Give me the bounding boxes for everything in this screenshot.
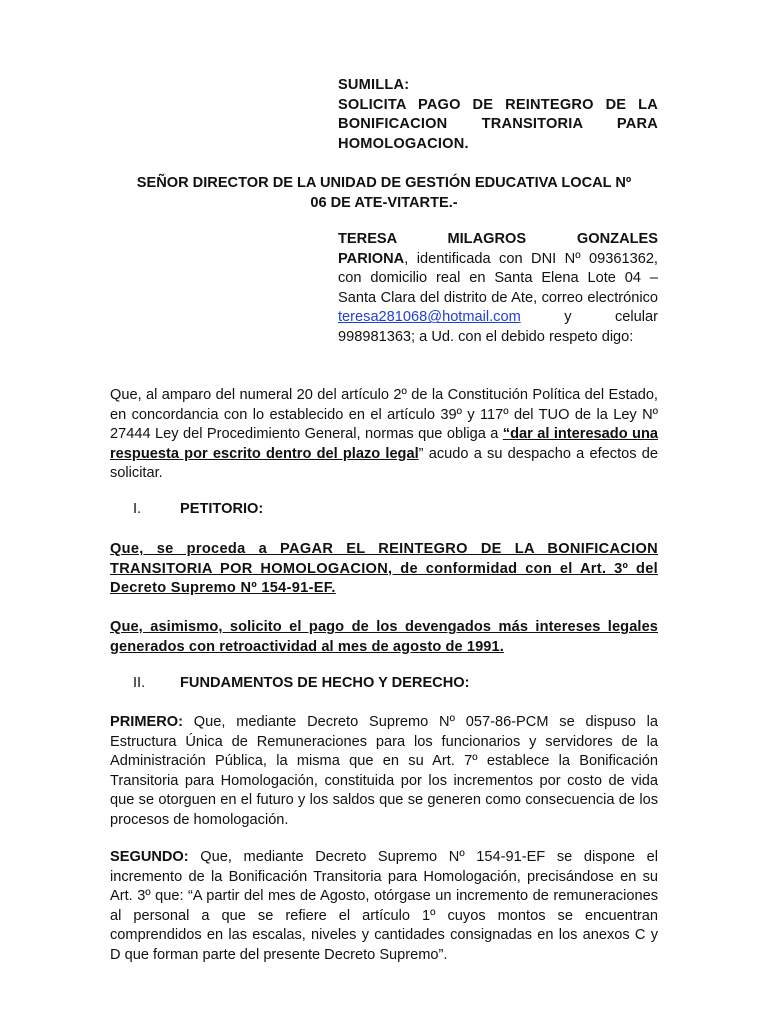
petitorio-item-2: Que, asimismo, solicito el pago de los devengados más intereses legales generados con retroactividad al mes de agosto de 1991. xyxy=(110,619,658,655)
primero-label: PRIMERO: xyxy=(110,714,183,730)
petitioner-block xyxy=(338,230,658,348)
section-1-number: I. xyxy=(133,501,142,517)
petitioner-details xyxy=(338,250,658,348)
primero-text: Que, mediante Decreto Supremo Nº 057-86-PCM se dispuso la Estructura Única de Remuneraciones para los funcionarios y servidores de la Administración Pública, la misma que en su Art. 7º establece la Bonificación Transitoria para Homologación, constituida por los incrementos por costo de vida que se otorguen en el futuro y los saldos que se generen como consecuencia de los procesos de homologación. xyxy=(110,714,658,828)
segundo-paragraph xyxy=(110,848,658,966)
intro-text-b: ” acudo a su despacho a efectos de solicitar. xyxy=(110,445,658,482)
petitioner-text-a: , identificada con DNI Nº 09361362, con domicilio real en Santa Elena Lote 04 – Santa Clara del distrito de Ate, correo electrónico xyxy=(338,250,658,306)
petitioner-name-line-2: PARIONA xyxy=(338,250,405,267)
addressee-line-1: SEÑOR DIRECTOR DE LA UNIDAD DE GESTIÓN EDUCATIVA LOCAL Nº xyxy=(136,175,632,191)
intro-text-a: Que, al amparo del numeral 20 del artículo 2º de la Constitución Política del Estado, en concordancia con lo establecido en el artículo 39º y 117º del TUO de la Ley Nº 27444 Ley del Procedimiento General, normas que obliga a xyxy=(110,387,658,443)
addressee-block xyxy=(110,174,658,213)
addressee-line-2: 06 DE ATE-VITARTE.- xyxy=(310,194,458,211)
sumilla-block xyxy=(338,76,658,154)
petitioner-name-line-1: TERESA MILAGROS GONZALES xyxy=(338,231,658,247)
petitioner-text-b: y celular 998981363; a Ud. con el debido respeto digo: xyxy=(338,309,658,345)
primero-paragraph xyxy=(110,713,658,831)
section-2-title: FUNDAMENTOS DE HECHO Y DERECHO: xyxy=(180,675,470,691)
email-link[interactable]: teresa281068@hotmail.com xyxy=(338,309,521,326)
sumilla-label: SUMILLA: xyxy=(338,77,410,93)
intro-paragraph xyxy=(110,386,658,484)
petitorio-item-1: Que, se proceda a PAGAR EL REINTEGRO DE LA BONIFICACION TRANSITORIA POR HOMOLOGACION, de conformidad con el Art. 3º del Decreto Supremo Nº 154-91-EF. xyxy=(110,541,658,597)
section-2-number: II. xyxy=(133,675,146,691)
segundo-text: Que, mediante Decreto Supremo Nº 154-91-EF se dispone el incremento de la Bonificación Transitoria para Homologación, precisándose en su Art. 3º que: “A partir del mes de Agosto, otórgase un incremento de remuneraciones al personal a que se refiere el artículo 1º cuyos montos se encuentran comprendidos en las escalas, niveles y cantidades consignadas en los anexos C y D que forman parte del presente Decreto Supremo”. xyxy=(110,849,658,963)
sumilla-line-1: SOLICITA PAGO DE REINTEGRO DE LA xyxy=(338,96,658,113)
segundo-label: SEGUNDO: xyxy=(110,849,189,865)
section-1-title: PETITORIO: xyxy=(180,501,264,517)
sumilla-line-2: BONIFICACION TRANSITORIA PARA xyxy=(338,116,658,133)
sumilla-line-3: HOMOLOGACION. xyxy=(338,135,469,152)
intro-emphasis: “dar al interesado una respuesta por escrito dentro del plazo legal xyxy=(110,426,658,462)
